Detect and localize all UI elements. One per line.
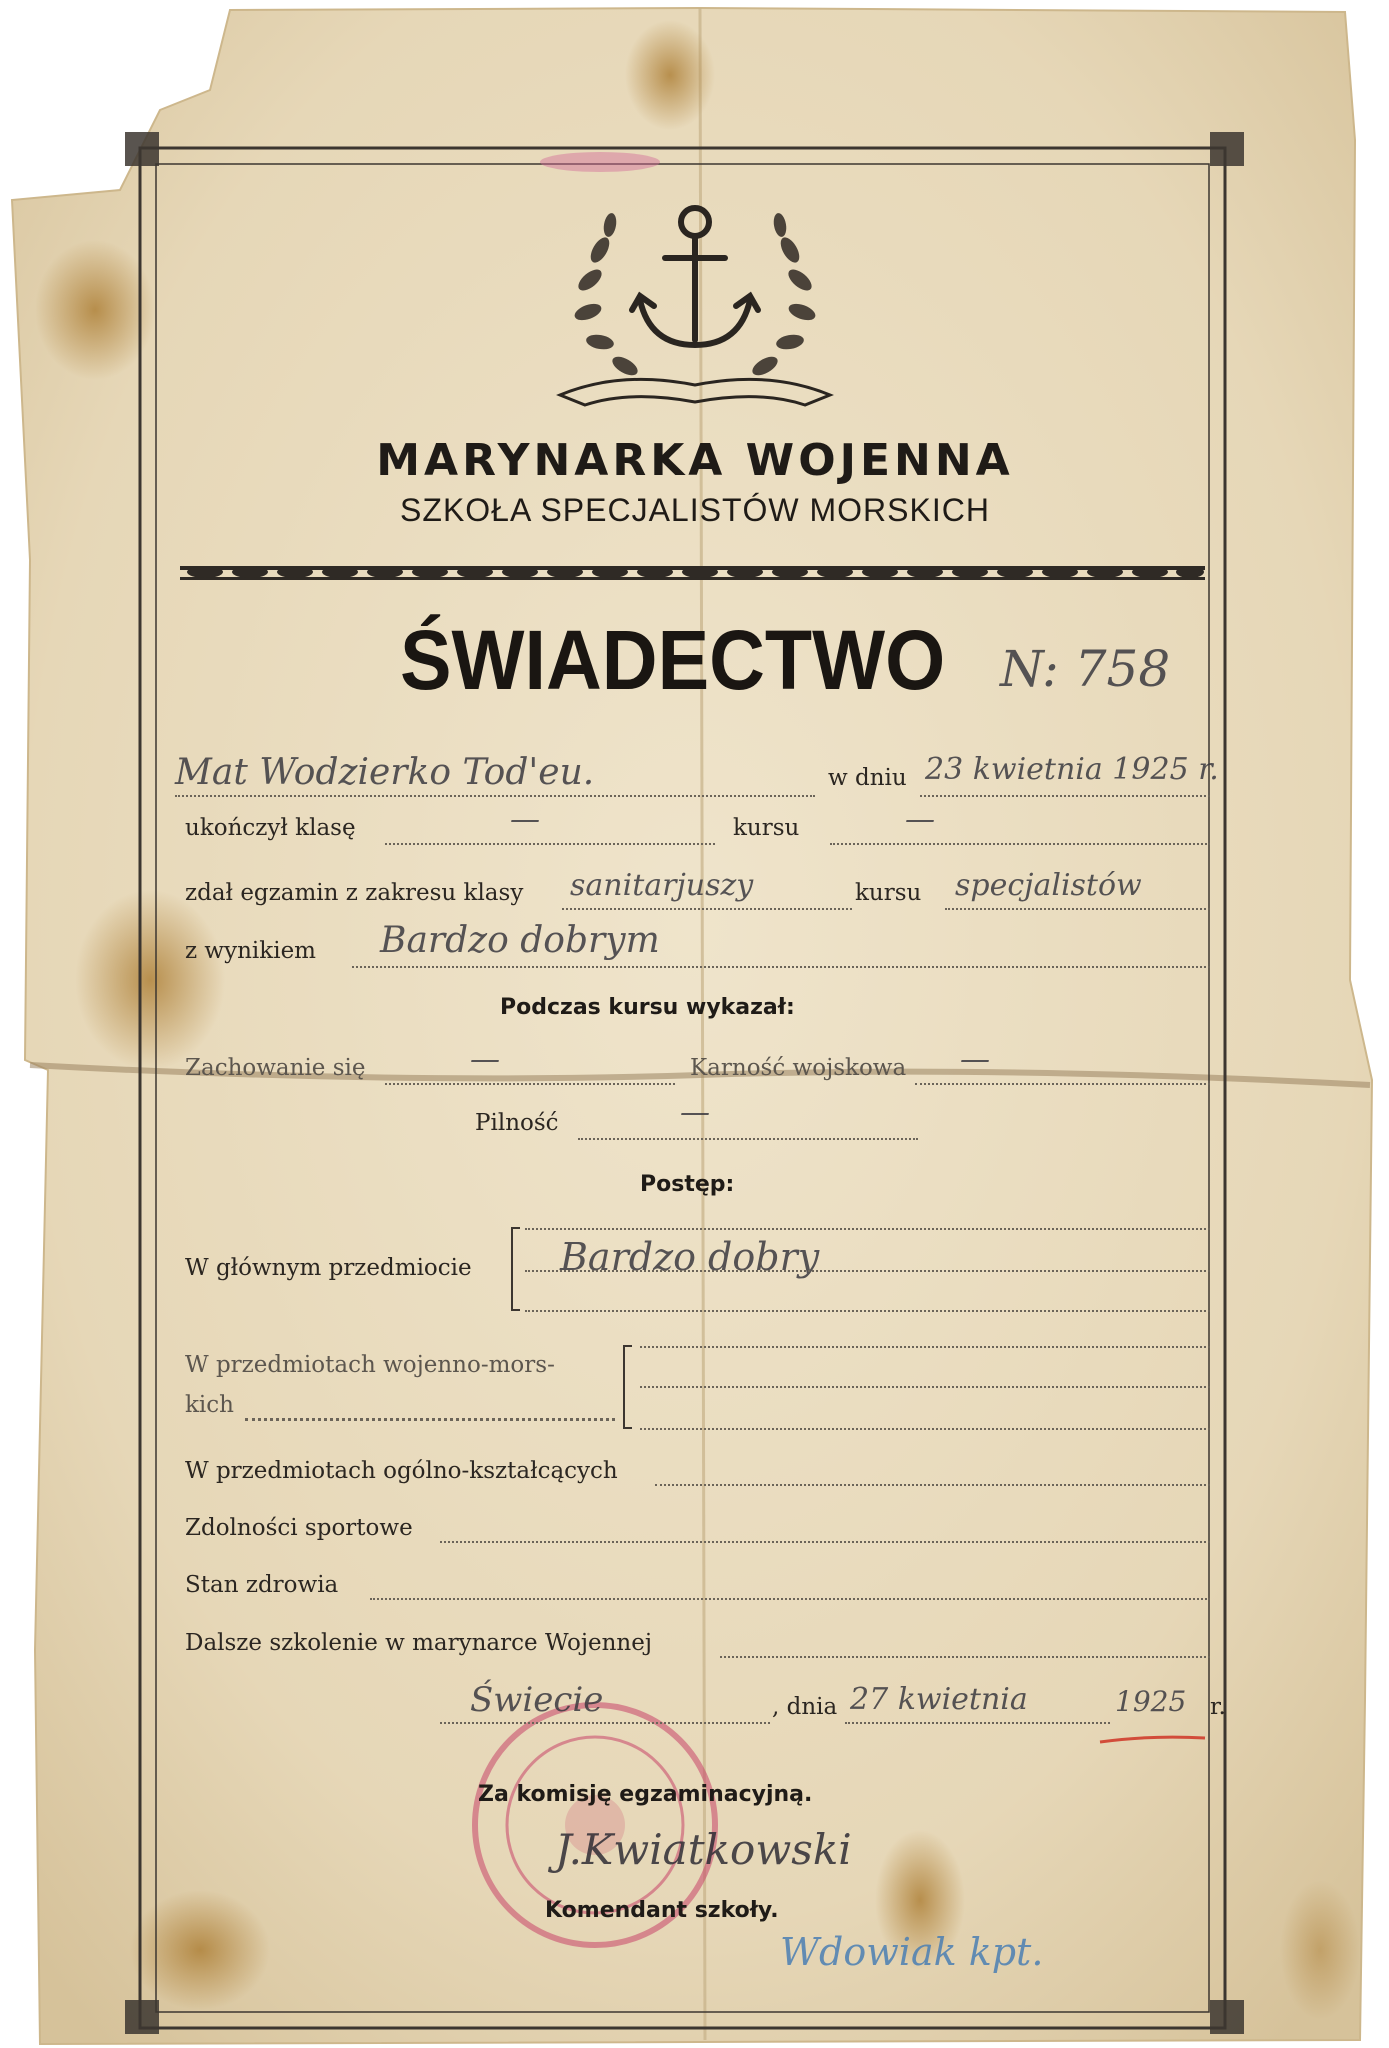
school-title: SZKOŁA SPECJALISTÓW MORSKICH <box>400 492 990 528</box>
closing-date-label: , dnia <box>772 1694 838 1720</box>
naval-subjects-line-3 <box>640 1428 1210 1430</box>
institution-title: MARYNARKA WOJENNA <box>376 435 1014 486</box>
naval-subjects-line-2 <box>640 1386 1210 1388</box>
course-value: — <box>905 802 935 837</box>
place-line <box>440 1722 770 1724</box>
main-subject-line-1 <box>525 1228 1210 1230</box>
naval-subjects-leader <box>245 1418 615 1421</box>
result-label: z wynikiem <box>185 938 316 964</box>
finished-class-value: — <box>510 802 540 837</box>
course-line <box>830 843 1210 845</box>
result-value: Bardzo dobrym <box>380 920 660 961</box>
exam-course-label: kursu <box>855 880 922 906</box>
behaviour-value: — <box>470 1042 500 1077</box>
sports-line <box>440 1541 1210 1543</box>
finished-class-label: ukończył klasę <box>185 815 356 841</box>
chain-divider <box>180 566 1205 580</box>
general-subjects-label: W przedmiotach ogólno-kształcących <box>185 1458 618 1484</box>
behaviour-line <box>385 1083 675 1085</box>
name-line <box>175 795 815 797</box>
further-training-line <box>720 1656 1210 1658</box>
discipline-line <box>915 1083 1210 1085</box>
finished-class-line <box>385 843 715 845</box>
closing-date: 27 kwietnia <box>850 1682 1028 1717</box>
diligence-label: Pilność <box>475 1110 559 1136</box>
commandant-signature: Wdowiak kpt. <box>780 1930 1044 1974</box>
exam-class-line <box>562 908 852 910</box>
discipline-label: Karność wojskowa <box>690 1055 907 1081</box>
sports-label: Zdolności sportowe <box>185 1515 413 1541</box>
issue-place: Świecie <box>470 1680 604 1720</box>
exam-course-line <box>945 908 1210 910</box>
date-label: w dniu <box>828 765 907 791</box>
health-label: Stan zdrowia <box>185 1572 339 1598</box>
main-subject-label: W głównym przedmiocie <box>185 1255 472 1281</box>
exam-label: zdał egzamin z zakresu klasy <box>185 880 524 906</box>
exam-course-value: specjalistów <box>955 868 1142 903</box>
conduct-heading: Podczas kursu wykazał: <box>500 995 795 1020</box>
exam-class-value: sanitarjuszy <box>570 868 754 903</box>
recipient-name: Mat Wodzierko Tod'eu. <box>175 752 595 793</box>
behaviour-label: Zachowanie się <box>185 1055 366 1081</box>
result-line <box>352 966 1210 968</box>
issue-date: 23 kwietnia 1925 r. <box>925 752 1219 787</box>
diligence-line <box>578 1138 918 1140</box>
commission-signature: J.Kwiatkowski <box>555 1825 852 1874</box>
further-training-label: Dalsze szkolenie w marynarce Wojennej <box>185 1630 652 1656</box>
health-line <box>370 1598 1210 1600</box>
main-subject-value: Bardzo dobry <box>560 1235 820 1279</box>
general-subjects-line <box>655 1484 1210 1486</box>
date-line <box>920 795 1210 797</box>
document-title: ŚWIADECTWO <box>400 613 946 707</box>
progress-heading: Postęp: <box>640 1172 735 1197</box>
closing-date-line <box>845 1722 1110 1724</box>
diligence-value: — <box>680 1095 710 1130</box>
commission-label: Za komisję egzaminacyjną. <box>478 1782 813 1807</box>
naval-subjects-label-1: W przedmiotach wojenno-mors- <box>185 1352 555 1378</box>
course-label: kursu <box>733 815 800 841</box>
closing-year: 1925 <box>1115 1685 1187 1718</box>
naval-subjects-label-2: kich <box>185 1392 234 1418</box>
naval-subjects-line-1 <box>640 1346 1210 1348</box>
main-subject-line-3 <box>525 1310 1210 1312</box>
closing-year-suffix: r. <box>1210 1694 1226 1720</box>
commandant-label: Komendant szkoły. <box>545 1898 779 1923</box>
discipline-value: — <box>960 1042 990 1077</box>
certificate-number: N: 758 <box>1000 640 1171 698</box>
main-subject-line-2 <box>525 1270 1210 1272</box>
